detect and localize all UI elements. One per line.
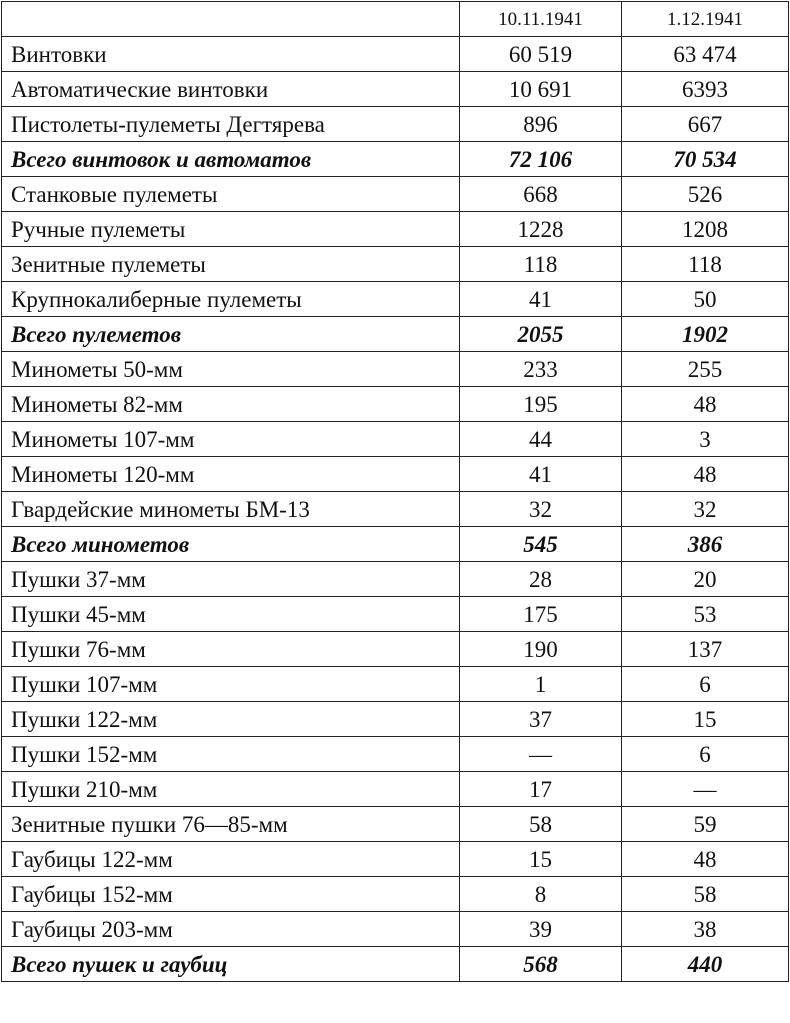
value-1-12-1941: 3 (622, 422, 789, 457)
value-10-11-1941: — (460, 737, 622, 772)
row-label: Пистолеты-пулеметы Дегтярева (2, 107, 460, 142)
table-row (2, 912, 789, 947)
value-10-11-1941: 896 (460, 107, 622, 142)
table-row (2, 387, 789, 422)
value-1-12-1941: 48 (622, 387, 789, 422)
table-row (2, 562, 789, 597)
value-1-12-1941: 38 (622, 912, 789, 947)
row-label: Минометы 120-мм (2, 457, 460, 492)
row-label: Ручные пулеметы (2, 212, 460, 247)
row-label: Пушки 76-мм (2, 632, 460, 667)
value-1-12-1941: 58 (622, 877, 789, 912)
table-row (2, 352, 789, 387)
row-label: Зенитные пушки 76—85-мм (2, 807, 460, 842)
value-1-12-1941: 255 (622, 352, 789, 387)
row-label: Пушки 210-мм (2, 772, 460, 807)
row-label: Гаубицы 152-мм (2, 877, 460, 912)
value-10-11-1941: 72 106 (460, 142, 622, 177)
row-label: Станковые пулеметы (2, 177, 460, 212)
row-label: Гаубицы 122-мм (2, 842, 460, 877)
row-label: Всего пулеметов (2, 317, 460, 352)
value-1-12-1941: 386 (622, 527, 789, 562)
value-10-11-1941: 195 (460, 387, 622, 422)
row-label: Пушки 37-мм (2, 562, 460, 597)
value-10-11-1941: 1228 (460, 212, 622, 247)
row-label: Пушки 107-мм (2, 667, 460, 702)
total-row (2, 317, 789, 352)
header-empty-cell (2, 2, 460, 37)
value-1-12-1941: 137 (622, 632, 789, 667)
row-label: Минометы 107-мм (2, 422, 460, 457)
table-row (2, 282, 789, 317)
value-1-12-1941: 70 534 (622, 142, 789, 177)
row-label: Минометы 50-мм (2, 352, 460, 387)
value-1-12-1941: 20 (622, 562, 789, 597)
row-label: Гаубицы 203-мм (2, 912, 460, 947)
value-1-12-1941: 118 (622, 247, 789, 282)
table-row (2, 492, 789, 527)
table-row (2, 877, 789, 912)
row-label: Винтовки (2, 37, 460, 72)
value-1-12-1941: 32 (622, 492, 789, 527)
table-row (2, 597, 789, 632)
header-row (2, 2, 789, 37)
value-10-11-1941: 32 (460, 492, 622, 527)
weapons-table (1, 1, 789, 982)
value-10-11-1941: 39 (460, 912, 622, 947)
total-row (2, 142, 789, 177)
value-10-11-1941: 44 (460, 422, 622, 457)
table-row (2, 37, 789, 72)
value-10-11-1941: 10 691 (460, 72, 622, 107)
value-10-11-1941: 668 (460, 177, 622, 212)
value-10-11-1941: 175 (460, 597, 622, 632)
row-label: Минометы 82-мм (2, 387, 460, 422)
value-1-12-1941: 59 (622, 807, 789, 842)
value-1-12-1941: 667 (622, 107, 789, 142)
table-row (2, 72, 789, 107)
value-10-11-1941: 118 (460, 247, 622, 282)
table-row (2, 632, 789, 667)
table-row (2, 247, 789, 282)
row-label: Пушки 45-мм (2, 597, 460, 632)
row-label: Всего пушек и гаубиц (2, 947, 460, 982)
value-1-12-1941: 48 (622, 842, 789, 877)
table-row (2, 702, 789, 737)
row-label: Пушки 152-мм (2, 737, 460, 772)
value-1-12-1941: 63 474 (622, 37, 789, 72)
table-row (2, 737, 789, 772)
table-row (2, 212, 789, 247)
value-10-11-1941: 17 (460, 772, 622, 807)
value-1-12-1941: 50 (622, 282, 789, 317)
value-1-12-1941: 53 (622, 597, 789, 632)
total-row (2, 947, 789, 982)
row-label: Крупнокалиберные пулеметы (2, 282, 460, 317)
total-row (2, 527, 789, 562)
table-row (2, 807, 789, 842)
value-10-11-1941: 233 (460, 352, 622, 387)
value-10-11-1941: 8 (460, 877, 622, 912)
value-10-11-1941: 190 (460, 632, 622, 667)
value-10-11-1941: 28 (460, 562, 622, 597)
value-10-11-1941: 60 519 (460, 37, 622, 72)
value-1-12-1941: 1902 (622, 317, 789, 352)
value-10-11-1941: 58 (460, 807, 622, 842)
value-1-12-1941: 526 (622, 177, 789, 212)
table-row (2, 667, 789, 702)
value-10-11-1941: 1 (460, 667, 622, 702)
row-label: Гвардейские минометы БМ-13 (2, 492, 460, 527)
row-label: Зенитные пулеметы (2, 247, 460, 282)
value-1-12-1941: — (622, 772, 789, 807)
table-row (2, 177, 789, 212)
value-1-12-1941: 48 (622, 457, 789, 492)
table-row (2, 842, 789, 877)
row-label: Всего минометов (2, 527, 460, 562)
value-10-11-1941: 37 (460, 702, 622, 737)
value-10-11-1941: 545 (460, 527, 622, 562)
value-1-12-1941: 6393 (622, 72, 789, 107)
row-label: Автоматические винтовки (2, 72, 460, 107)
row-label: Пушки 122-мм (2, 702, 460, 737)
value-1-12-1941: 1208 (622, 212, 789, 247)
header-date-1: 10.11.1941 (460, 2, 622, 37)
value-1-12-1941: 6 (622, 667, 789, 702)
value-1-12-1941: 6 (622, 737, 789, 772)
value-10-11-1941: 2055 (460, 317, 622, 352)
table-row (2, 457, 789, 492)
value-10-11-1941: 41 (460, 457, 622, 492)
value-10-11-1941: 41 (460, 282, 622, 317)
value-10-11-1941: 568 (460, 947, 622, 982)
table-row (2, 422, 789, 457)
value-10-11-1941: 15 (460, 842, 622, 877)
row-label: Всего винтовок и автоматов (2, 142, 460, 177)
value-1-12-1941: 440 (622, 947, 789, 982)
table-row (2, 772, 789, 807)
value-1-12-1941: 15 (622, 702, 789, 737)
header-date-2: 1.12.1941 (622, 2, 789, 37)
table-row (2, 107, 789, 142)
